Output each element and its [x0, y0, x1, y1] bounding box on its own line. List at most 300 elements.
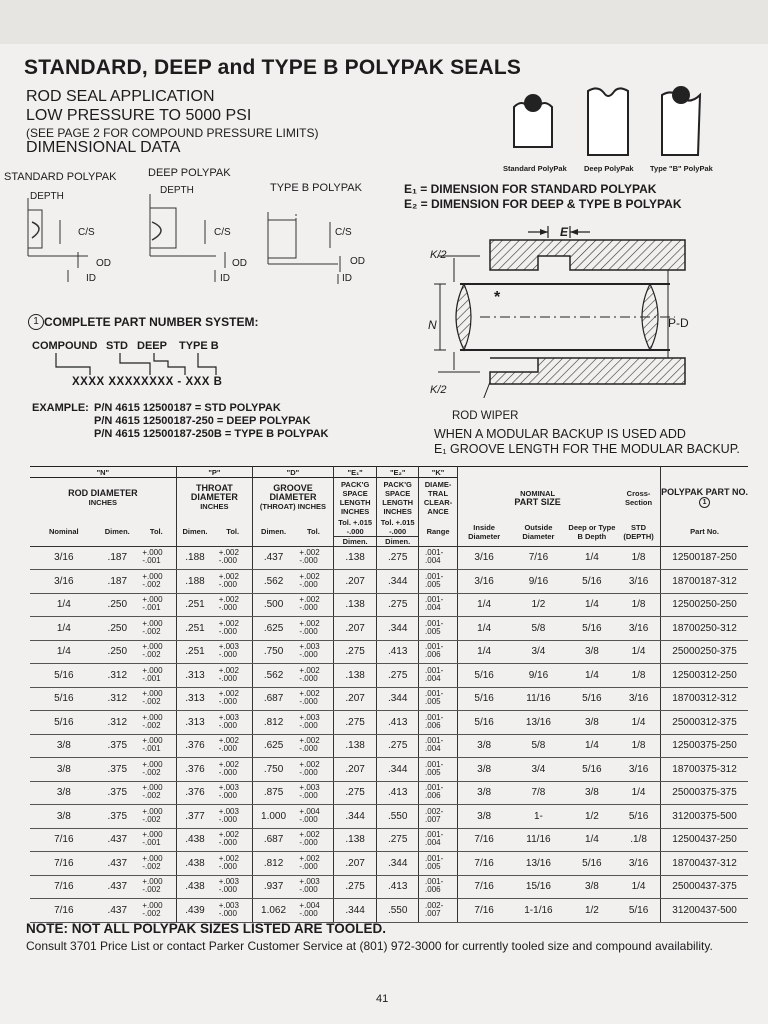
- cell-id: 3/16: [458, 546, 510, 570]
- cell-nt: [137, 758, 176, 782]
- cell-d: .750: [253, 758, 294, 782]
- groove-diameter-title: GROOVE DIAMETER: [269, 483, 317, 503]
- deep-label: DEEP: [137, 340, 167, 352]
- cell-pt: [213, 805, 252, 829]
- cell-pt: [213, 852, 252, 876]
- sub-d-tol: Tol.: [307, 527, 320, 536]
- cell-nt: [137, 687, 176, 711]
- sub-n-tol: Tol.: [149, 527, 163, 536]
- tolerance-value: +.002 -.000: [299, 689, 320, 707]
- cell-n: .187: [98, 546, 137, 570]
- cell-nom: 7/16: [30, 875, 98, 899]
- cell-p: .438: [176, 828, 213, 852]
- std-polypak-label: STANDARD POLYPAK: [4, 171, 117, 183]
- cell-e2: .275: [377, 546, 418, 570]
- cell-id: 3/16: [458, 570, 510, 594]
- cell-d: .437: [253, 546, 294, 570]
- page-number: 41: [376, 993, 389, 1005]
- cell-dt: [294, 852, 333, 876]
- cell-dt: [294, 758, 333, 782]
- tolerance-value: +.000 -.001: [142, 665, 163, 683]
- cell-p: .188: [176, 546, 213, 570]
- tolerance-value: +.000 -.002: [142, 689, 163, 707]
- cell-k: [418, 617, 457, 641]
- cell-pn: 18700375-312: [661, 758, 748, 782]
- cell-od: 9/16: [510, 570, 567, 594]
- cell-e1: .344: [333, 899, 377, 923]
- tolerance-value: +.003 -.000: [299, 642, 320, 660]
- modular-backup-note-1: WHEN A MODULAR BACKUP IS USED ADD: [434, 427, 686, 441]
- cell-k: [418, 711, 457, 735]
- tolerance-value: +.000 -.002: [142, 759, 163, 777]
- cell-std: .1/8: [617, 828, 661, 852]
- table-row: [30, 546, 748, 570]
- cell-od: 7/16: [510, 546, 567, 570]
- cell-od: 1-1/16: [510, 899, 567, 923]
- typeb-cs-label: C/S: [335, 227, 352, 238]
- code-p: "P": [176, 467, 252, 478]
- tolerance-value: +.002 -.000: [299, 665, 320, 683]
- cell-nom: 7/16: [30, 852, 98, 876]
- tolerance-value: +.003 -.000: [218, 712, 239, 730]
- seal-profiles-illustration: [500, 85, 730, 165]
- tolerance-value: +.003 -.000: [299, 877, 320, 895]
- cell-k: [418, 781, 457, 805]
- cell-p: .188: [176, 570, 213, 594]
- subtitle-rod-seal: ROD SEAL APPLICATION: [26, 88, 215, 105]
- tolerance-value: +.000 -.001: [142, 595, 163, 613]
- cell-nt: [137, 570, 176, 594]
- cell-n: .437: [98, 852, 137, 876]
- sub-deep-depth: Deep or Type B Depth: [568, 522, 616, 541]
- cell-std: 1/8: [617, 593, 661, 617]
- cell-nt: [137, 593, 176, 617]
- tolerance-value: +.003 -.000: [218, 642, 239, 660]
- cell-k: [418, 734, 457, 758]
- cell-k: [418, 899, 457, 923]
- cell-deep: 1/4: [567, 593, 617, 617]
- tolerance-value: .001- .004: [425, 830, 444, 848]
- cell-od: 3/4: [510, 758, 567, 782]
- cell-d: .875: [253, 781, 294, 805]
- part-size-title: PART SIZE: [514, 496, 561, 507]
- cell-deep: 1/2: [567, 805, 617, 829]
- code-k: "K": [418, 467, 457, 478]
- cell-id: 3/8: [458, 805, 510, 829]
- e1-dimen: Dimen.: [342, 536, 368, 546]
- tolerance-value: +.000 -.002: [142, 877, 163, 895]
- cell-pn: 12500437-250: [661, 828, 748, 852]
- cell-p: .376: [176, 781, 213, 805]
- cell-e1: .207: [333, 852, 377, 876]
- cell-pt: [213, 781, 252, 805]
- tolerance-value: +.002 -.000: [299, 618, 320, 636]
- cell-e1: .138: [333, 734, 377, 758]
- cell-nom: 7/16: [30, 899, 98, 923]
- table-row: [30, 828, 748, 852]
- cell-d: 1.062: [253, 899, 294, 923]
- cell-pn: 12500250-250: [661, 593, 748, 617]
- cell-nom: 1/4: [30, 640, 98, 664]
- cell-e1: .275: [333, 781, 377, 805]
- cell-pn: 18700312-312: [661, 687, 748, 711]
- tolerance-value: +.002 -.000: [218, 853, 239, 871]
- n-dimension-label: N: [428, 318, 437, 332]
- page-title: STANDARD, DEEP and TYPE B POLYPAK SEALS: [24, 56, 522, 79]
- cell-d: .687: [253, 828, 294, 852]
- table-row: [30, 640, 748, 664]
- std-label: STD: [106, 340, 128, 352]
- cell-e1: .138: [333, 546, 377, 570]
- cell-od: 3/4: [510, 640, 567, 664]
- cell-d: .625: [253, 734, 294, 758]
- cell-e2: .344: [377, 852, 418, 876]
- cell-deep: 1/4: [567, 546, 617, 570]
- cell-nom: 3/8: [30, 805, 98, 829]
- tolerance-value: +.000 -.002: [142, 618, 163, 636]
- cell-pt: [213, 711, 252, 735]
- cell-p: .251: [176, 617, 213, 641]
- cell-nt: [137, 805, 176, 829]
- code-e1: "E₁": [333, 467, 377, 478]
- cell-std: 1/4: [617, 781, 661, 805]
- cell-nom: 3/16: [30, 570, 98, 594]
- cell-dt: [294, 805, 333, 829]
- cell-pt: [213, 687, 252, 711]
- cell-od: 1/2: [510, 593, 567, 617]
- tolerance-value: +.003 -.000: [218, 900, 239, 918]
- cell-e2: .344: [377, 617, 418, 641]
- tolerance-value: .001- .006: [425, 783, 444, 801]
- cell-deep: 1/4: [567, 734, 617, 758]
- cell-deep: 5/16: [567, 852, 617, 876]
- cell-d: .562: [253, 664, 294, 688]
- cell-od: 7/8: [510, 781, 567, 805]
- footnote-circle-1: 1: [28, 314, 44, 330]
- table-row: [30, 899, 748, 923]
- cell-k: [418, 828, 457, 852]
- cell-nom: 1/4: [30, 617, 98, 641]
- cell-std: 3/16: [617, 687, 661, 711]
- cell-e2: .550: [377, 899, 418, 923]
- type-b-polypak-label: TYPE B POLYPAK: [270, 182, 362, 194]
- cell-pt: [213, 640, 252, 664]
- cell-id: 1/4: [458, 593, 510, 617]
- cell-pn: 31200437-500: [661, 899, 748, 923]
- cell-d: .750: [253, 640, 294, 664]
- cell-nom: 5/16: [30, 664, 98, 688]
- cell-k: [418, 546, 457, 570]
- part-number-format: XXXX XXXXXXXX - XXX B: [72, 376, 223, 388]
- cell-n: .250: [98, 617, 137, 641]
- e2-tolerance: Tol. +.015 -.000: [377, 518, 417, 537]
- cell-std: 1/8: [617, 664, 661, 688]
- cell-nom: 7/16: [30, 828, 98, 852]
- throat-diameter-units: INCHES: [200, 502, 229, 512]
- cell-pn: 25000250-375: [661, 640, 748, 664]
- table-row: [30, 805, 748, 829]
- cell-dt: [294, 570, 333, 594]
- cell-dt: [294, 828, 333, 852]
- cell-dt: [294, 781, 333, 805]
- cell-od: 1-: [510, 805, 567, 829]
- table-row: [30, 781, 748, 805]
- nominal-part-size-header: [458, 478, 617, 518]
- cell-n: .437: [98, 828, 137, 852]
- not-all-tooled-note: NOTE: NOT ALL POLYPAK SIZES LISTED ARE TOOLED.: [26, 921, 387, 936]
- tolerance-value: +.002 -.000: [299, 736, 320, 754]
- deep-od-label: OD: [232, 258, 247, 269]
- cell-k: [418, 805, 457, 829]
- cell-id: 5/16: [458, 687, 510, 711]
- rod-wiper-label: ROD WIPER: [452, 410, 519, 422]
- k2-bottom-label: K/2: [430, 384, 447, 396]
- cell-e2: .413: [377, 640, 418, 664]
- cell-e1: .138: [333, 593, 377, 617]
- cell-d: .687: [253, 687, 294, 711]
- tolerance-value: +.002 -.000: [299, 759, 320, 777]
- cell-n: .250: [98, 640, 137, 664]
- cell-k: [418, 875, 457, 899]
- cell-d: .812: [253, 852, 294, 876]
- cell-od: 5/8: [510, 617, 567, 641]
- example-type-b: P/N 4615 12500187-250B = TYPE B POLYPAK: [94, 428, 329, 440]
- tolerance-value: +.000 -.002: [142, 712, 163, 730]
- table-row: [30, 570, 748, 594]
- sub-nominal: Nominal: [49, 527, 79, 536]
- cell-id: 3/8: [458, 758, 510, 782]
- groove-diameter-header: [253, 478, 334, 518]
- e1-definition: E₁ = DIMENSION FOR STANDARD POLYPAK: [404, 182, 657, 196]
- cell-d: .625: [253, 617, 294, 641]
- cell-id: 1/4: [458, 617, 510, 641]
- cell-dt: [294, 640, 333, 664]
- std-od-label: OD: [96, 258, 111, 269]
- k2-top-label: K/2: [430, 249, 447, 261]
- type-b-polypak-profile: [662, 86, 700, 155]
- cell-deep: 3/8: [567, 640, 617, 664]
- sub-outside-diameter: Outside Diameter: [522, 522, 555, 541]
- table-row: [30, 758, 748, 782]
- tolerance-value: .001- .005: [425, 618, 444, 636]
- example-std: P/N 4615 12500187 = STD POLYPAK: [94, 402, 281, 414]
- cell-dt: [294, 664, 333, 688]
- sub-std-depth: STD (DEPTH): [623, 522, 654, 541]
- cell-e2: .550: [377, 805, 418, 829]
- sub-n-dimen: Dimen.: [104, 527, 130, 536]
- tolerance-value: +.003 -.000: [218, 783, 239, 801]
- tolerance-value: +.002 -.000: [299, 571, 320, 589]
- cell-e2: .344: [377, 758, 418, 782]
- sub-p-tol: Tol.: [226, 527, 240, 536]
- cell-od: 9/16: [510, 664, 567, 688]
- cell-p: .438: [176, 875, 213, 899]
- deep-depth-label: DEPTH: [160, 185, 194, 196]
- cell-pn: 12500187-250: [661, 546, 748, 570]
- cell-id: 5/16: [458, 664, 510, 688]
- standard-polypak-profile: [514, 94, 552, 147]
- cell-nom: 5/16: [30, 687, 98, 711]
- cell-e1: .275: [333, 711, 377, 735]
- cell-deep: 5/16: [567, 570, 617, 594]
- tolerance-value: +.002 -.000: [218, 665, 239, 683]
- tolerance-value: +.003 -.000: [299, 783, 320, 801]
- cell-k: [418, 758, 457, 782]
- cell-n: .437: [98, 899, 137, 923]
- cell-pt: [213, 734, 252, 758]
- tolerance-value: +.003 -.000: [299, 712, 320, 730]
- cell-d: 1.000: [253, 805, 294, 829]
- cell-k: [418, 640, 457, 664]
- footnote-circle-header: 1: [699, 497, 710, 508]
- cell-dt: [294, 687, 333, 711]
- tolerance-value: +.002 -.000: [218, 618, 239, 636]
- tolerance-value: .001- .006: [425, 712, 444, 730]
- sub-range: Range: [418, 518, 457, 547]
- tolerance-value: +.003 -.000: [218, 806, 239, 824]
- cell-dt: [294, 617, 333, 641]
- tolerance-value: +.002 -.000: [218, 571, 239, 589]
- cell-e2: .275: [377, 734, 418, 758]
- part-number-system-heading: COMPLETE PART NUMBER SYSTEM:: [44, 315, 259, 329]
- cell-n: .250: [98, 593, 137, 617]
- cell-nt: [137, 852, 176, 876]
- cell-id: 7/16: [458, 875, 510, 899]
- cell-p: .313: [176, 664, 213, 688]
- cell-k: [418, 664, 457, 688]
- cell-nom: 1/4: [30, 593, 98, 617]
- tolerance-value: .001- .004: [425, 736, 444, 754]
- cell-e2: .344: [377, 570, 418, 594]
- profile-label-deep: Deep PolyPak: [584, 164, 634, 173]
- cell-p: .439: [176, 899, 213, 923]
- tolerance-value: +.000 -.002: [142, 642, 163, 660]
- cell-nt: [137, 640, 176, 664]
- cell-std: 1/8: [617, 546, 661, 570]
- tolerance-value: +.002 -.000: [218, 595, 239, 613]
- table-row: [30, 852, 748, 876]
- cell-n: .312: [98, 711, 137, 735]
- sub-e1: [333, 518, 377, 547]
- tolerance-value: +.000 -.002: [142, 783, 163, 801]
- table-row: [30, 711, 748, 735]
- typeb-id-label: ID: [342, 273, 352, 284]
- cell-p: .376: [176, 734, 213, 758]
- table-row: [30, 875, 748, 899]
- cell-od: 15/16: [510, 875, 567, 899]
- cell-std: 1/4: [617, 875, 661, 899]
- cell-od: 11/16: [510, 828, 567, 852]
- cell-d: .562: [253, 570, 294, 594]
- cell-std: 5/16: [617, 899, 661, 923]
- cell-e1: .344: [333, 805, 377, 829]
- consult-price-list-note: Consult 3701 Price List or contact Parker Customer Service at (801) 972-3000 for currently tooled size and compound availability.: [26, 939, 713, 953]
- cell-id: 7/16: [458, 852, 510, 876]
- cell-p: .438: [176, 852, 213, 876]
- cell-deep: 1/2: [567, 899, 617, 923]
- tolerance-value: +.000 -.001: [142, 548, 163, 566]
- tolerance-value: +.000 -.002: [142, 853, 163, 871]
- cell-e2: .413: [377, 875, 418, 899]
- cell-deep: 5/16: [567, 758, 617, 782]
- modular-backup-note-2: E₁ GROOVE LENGTH FOR THE MODULAR BACKUP.: [434, 442, 740, 456]
- tolerance-value: +.002 -.000: [218, 759, 239, 777]
- tolerance-value: .001- .004: [425, 665, 444, 683]
- cell-std: 3/16: [617, 617, 661, 641]
- cell-nom: 3/8: [30, 734, 98, 758]
- sub-d-dimen: Dimen.: [253, 518, 294, 547]
- rod-diameter-title: ROD DIAMETER: [68, 487, 138, 498]
- rod-diameter-units: INCHES: [88, 497, 118, 507]
- cell-pn: 25000312-375: [661, 711, 748, 735]
- tolerance-value: .001- .006: [425, 642, 444, 660]
- deep-polypak-profile: [588, 88, 628, 155]
- cell-std: 1/4: [617, 711, 661, 735]
- cell-od: 13/16: [510, 711, 567, 735]
- cell-e2: .275: [377, 828, 418, 852]
- typeb-od-label: OD: [350, 256, 365, 267]
- tolerance-value: .001- .004: [425, 548, 444, 566]
- cell-n: .375: [98, 758, 137, 782]
- cell-nom: 3/8: [30, 781, 98, 805]
- cell-std: 1/8: [617, 734, 661, 758]
- cell-pt: [213, 546, 252, 570]
- cell-deep: 3/8: [567, 875, 617, 899]
- nominal-title: NOMINAL: [520, 488, 556, 498]
- cell-pt: [213, 828, 252, 852]
- tolerance-value: +.000 -.002: [142, 571, 163, 589]
- k-header: DIAME- TRAL CLEAR- ANCE: [418, 478, 457, 518]
- cell-d: .937: [253, 875, 294, 899]
- cell-e1: .138: [333, 828, 377, 852]
- table-row: [30, 617, 748, 641]
- rod-diameter-header: [30, 478, 176, 518]
- cell-n: .312: [98, 664, 137, 688]
- cell-id: 1/4: [458, 640, 510, 664]
- cell-std: 1/4: [617, 640, 661, 664]
- cell-dt: [294, 593, 333, 617]
- tolerance-value: +.000 -.001: [142, 830, 163, 848]
- tolerance-value: .001- .005: [425, 689, 444, 707]
- cross-section-header: Cross- Section: [625, 488, 653, 507]
- cell-nt: [137, 617, 176, 641]
- tolerance-value: +.000 -.002: [142, 900, 163, 918]
- cell-deep: 5/16: [567, 687, 617, 711]
- cell-e2: .413: [377, 781, 418, 805]
- cell-dt: [294, 899, 333, 923]
- deep-polypak-label: DEEP POLYPAK: [148, 167, 231, 179]
- tolerance-value: .001- .004: [425, 595, 444, 613]
- cell-nt: [137, 781, 176, 805]
- cell-pt: [213, 593, 252, 617]
- type-b-label: TYPE B: [179, 340, 219, 352]
- code-d: "D": [253, 467, 334, 478]
- cell-p: .313: [176, 711, 213, 735]
- cell-n: .437: [98, 875, 137, 899]
- cell-nom: 3/16: [30, 546, 98, 570]
- tolerance-value: +.002 -.000: [299, 548, 320, 566]
- subtitle-dimensional-data: DIMENSIONAL DATA: [26, 139, 181, 156]
- profile-label-standard: Standard PolyPak: [503, 164, 567, 173]
- cell-n: .312: [98, 687, 137, 711]
- cell-dt: [294, 546, 333, 570]
- cell-e1: .275: [333, 875, 377, 899]
- tolerance-value: .002- .007: [425, 806, 444, 824]
- cell-nom: 3/8: [30, 758, 98, 782]
- cell-nt: [137, 664, 176, 688]
- cell-pn: 18700250-312: [661, 617, 748, 641]
- cell-d: .500: [253, 593, 294, 617]
